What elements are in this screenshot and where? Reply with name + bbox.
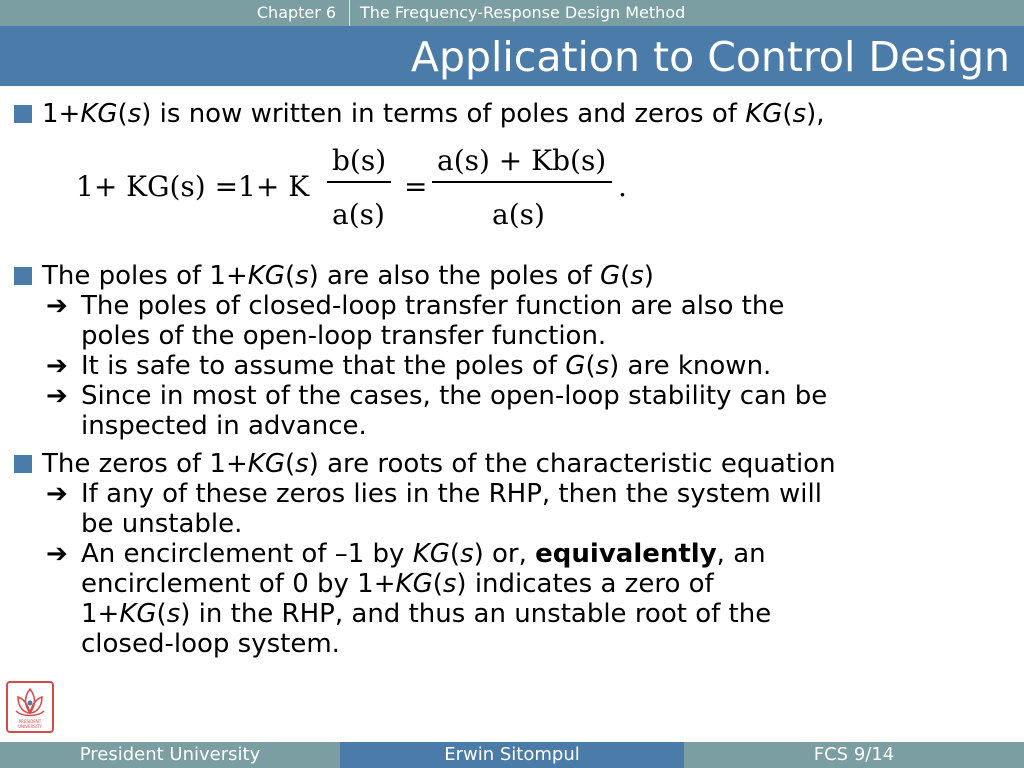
- bullet3-sub2-line2: encirclement of 0 by 1+KG(s) indicates a zero of: [81, 569, 714, 599]
- bullet3-text: The zeros of 1+KG(s) are roots of the characteristic equation: [42, 449, 836, 479]
- university-logo: [6, 681, 54, 733]
- bullet-marker: [14, 105, 32, 123]
- chapter-topic: The Frequency-Response Design Method: [360, 3, 686, 22]
- bullet2-sub1-line1: The poles of closed-loop transfer function are also the: [81, 291, 785, 321]
- bullet3-sub2-line3: 1+KG(s) in the RHP, and thus an unstable root of the: [81, 599, 772, 629]
- equation-period: .: [618, 170, 627, 203]
- arrow-icon: ➔: [46, 351, 68, 381]
- arrow-icon: ➔: [46, 539, 68, 569]
- frac1-denominator: a(s): [332, 198, 385, 231]
- bullet2-sub3-line1: Since in most of the cases, the open-loop stability can be: [81, 381, 828, 411]
- svg-text:UNIVERSITY: UNIVERSITY: [18, 724, 42, 729]
- arrow-icon: ➔: [46, 381, 68, 411]
- bullet2-text: The poles of 1+KG(s) are also the poles of G(s): [42, 261, 654, 291]
- bullet3-sub2-line4: closed-loop system.: [81, 629, 340, 659]
- frac2-bar: [432, 181, 612, 183]
- arrow-icon: ➔: [46, 479, 68, 509]
- frac1-bar: [327, 181, 391, 183]
- bullet2-sub2: It is safe to assume that the poles of G(s) are known.: [81, 351, 772, 381]
- lotus-icon: [8, 683, 52, 731]
- bullet2-sub3-line2: inspected in advance.: [81, 411, 367, 441]
- frac1-numerator: b(s): [332, 144, 387, 177]
- bullet-marker: [14, 455, 32, 473]
- slide-content: [0, 86, 1024, 742]
- svg-text:PRESIDENT: PRESIDENT: [18, 719, 42, 724]
- bullet3-sub1-line1: If any of these zeros lies in the RHP, then the system will: [81, 479, 822, 509]
- equation-equals: =: [404, 170, 428, 203]
- top-bar: [0, 0, 1024, 26]
- footer: [0, 742, 1024, 768]
- bullet2-sub1-line2: poles of the open-loop transfer function.: [81, 321, 607, 351]
- bullet3-sub1-line2: be unstable.: [81, 509, 243, 539]
- bullet1-text: 1+KG(s) is now written in terms of poles and zeros of KG(s),: [42, 99, 825, 129]
- frac2-denominator: a(s): [492, 198, 545, 231]
- slide-title: Application to Control Design: [410, 33, 1010, 81]
- frac2-numerator: a(s) + Kb(s): [437, 144, 607, 177]
- bullet-marker: [14, 267, 32, 285]
- bullet3-sub2-line1: An encirclement of –1 by KG(s) or, equivalently, an: [81, 539, 766, 569]
- arrow-icon: ➔: [46, 291, 68, 321]
- equation-lhs: 1+ KG(s) =1+ K: [76, 170, 310, 203]
- footer-university: President University: [0, 742, 340, 768]
- footer-author: Erwin Sitompul: [340, 742, 684, 768]
- chapter-label: Chapter 6: [244, 0, 350, 26]
- title-bar: [0, 26, 1024, 86]
- footer-page-number: FCS 9/14: [684, 742, 1024, 768]
